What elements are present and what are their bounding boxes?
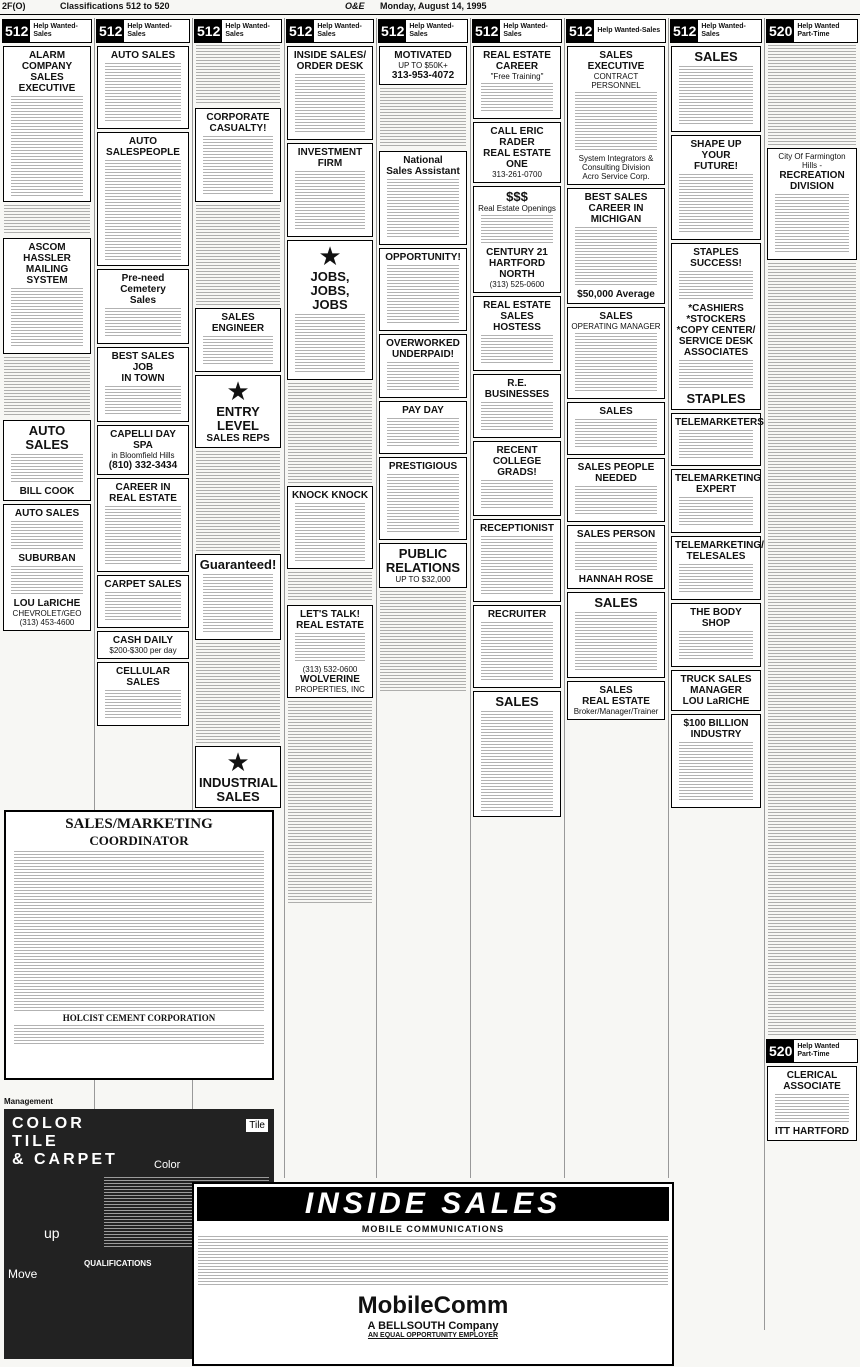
ad-sales-re: SALES REAL ESTATE Broker/Manager/Trainer: [567, 681, 665, 720]
ad-national: National Sales Assistant: [379, 151, 467, 245]
ad-sales-4: SALES: [567, 592, 665, 678]
ad-shape-up: SHAPE UP YOUR FUTURE!: [671, 135, 761, 240]
ad-eric-rader: CALL ERIC RADER REAL ESTATE ONE 313-261-0700: [473, 122, 561, 183]
management-section: Management COLOR TILE & CARPET Tile Color up Move QUALIFICATIONS: [0, 1097, 284, 1367]
column-8: [668, 18, 765, 1330]
ad-opportunity: OPPORTUNITY!: [379, 248, 467, 331]
column-6: [470, 18, 565, 1178]
ad-inside-sales: INSIDE SALES/ ORDER DESK: [287, 46, 373, 140]
ad-guaranteed: Guaranteed!: [195, 554, 281, 640]
ad-industry: $100 BILLION INDUSTRY: [671, 714, 761, 808]
ad-carpet: CARPET SALES: [97, 575, 189, 628]
ad-cash: CASH DAILY $200-$300 per day: [97, 631, 189, 659]
column-9: [764, 18, 860, 1330]
category-header: 512 Help Wanted-Sales: [2, 19, 92, 43]
ad-ops-manager: SALES OPERATING MANAGER: [567, 307, 665, 399]
ad-sales-2: SALES: [473, 691, 561, 817]
ad-staples-success: STAPLES SUCCESS! *CASHIERS *STOCKERS *COPY CENTER/ SERVICE DESK ASSOCIATES STAPLES: [671, 243, 761, 410]
ad-corporate: CORPORATE CASUALTY!: [195, 108, 281, 202]
ad-body-shop: THE BODY SHOP: [671, 603, 761, 667]
ad-hostess: REAL ESTATE SALES HOSTESS: [473, 296, 561, 371]
ad-sales-marketing-coordinator: SALES/MARKETING COORDINATOR HOLCIST CEMENT CORPORATION: [4, 810, 274, 1080]
category-header: 512 Help Wanted-Sales: [96, 19, 190, 43]
ad-cellular: CELLULAR SALES: [97, 662, 189, 726]
ad-knock: KNOCK KNOCK: [287, 486, 373, 569]
ad-public-relations: PUBLIC RELATIONS UP TO $32,000: [379, 543, 467, 588]
ad-obrien: R.E. BUSINESSES: [473, 374, 561, 438]
column-5: [376, 18, 471, 1178]
star-icon: ★: [226, 748, 250, 777]
ad-capelli: CAPELLI DAY SPA in Bloomfield Hills (810) 332-3434: [97, 425, 189, 475]
ad-autosales-3: AUTO SALES: [97, 46, 189, 129]
category-header-520-2: 520 Help Wanted Part-Time: [766, 1039, 858, 1063]
category-header: 512 Help Wanted-Sales: [566, 19, 666, 43]
ad-best-sales: BEST SALES JOB IN TOWN: [97, 347, 189, 422]
ad-recreation: City Of Farmington Hills - RECREATION DIVISION: [767, 148, 857, 260]
category-header: 512 Help Wanted-Sales: [378, 19, 468, 43]
ad-sales-engineer: SALES ENGINEER: [195, 308, 281, 372]
ad-telesales: TELEMARKETING/ TELESALES: [671, 536, 761, 600]
ad-sales-person: SALES PERSON HANNAH ROSE: [567, 525, 665, 589]
ad-preneed: Pre-need Cemetery Sales: [97, 269, 189, 344]
ad-sales-exec: SALES EXECUTIVE CONTRACT PERSONNEL System Integrators & Consulting Division Acro Service Corp.: [567, 46, 665, 185]
ad-clerical: CLERICAL ASSOCIATE ITT HARTFORD: [767, 1066, 857, 1141]
ad-sales-right: SALES: [671, 46, 761, 132]
column-4: [284, 18, 377, 1178]
ad-entry: ★ ENTRY LEVEL SALES REPS: [195, 375, 281, 448]
ad-recruiter: RECRUITER: [473, 605, 561, 688]
issue-date: Monday, August 14, 1995: [380, 1, 487, 11]
star-icon: ★: [318, 242, 342, 271]
ad-autosalespeople: AUTO SALESPEOPLE: [97, 132, 189, 266]
ad-telemarketers: TELEMARKETERS: [671, 413, 761, 466]
ad-investment: INVESTMENT FIRM: [287, 143, 373, 237]
category-header: 512 Help Wanted-Sales: [472, 19, 562, 43]
ad-jobs: ★ JOBS, JOBS, JOBS: [287, 240, 373, 380]
mobilecomm-logo: MobileComm: [357, 1292, 509, 1319]
ad-letstalk: LET'S TALK! REAL ESTATE (313) 532-0600 WOLVERINE PROPERTIES, INC: [287, 605, 373, 698]
page-header: [0, 0, 860, 15]
ad-sales-3: SALES: [567, 402, 665, 455]
paper-name: O&E: [345, 1, 365, 11]
ad-prestigious: PRESTIGIOUS: [379, 457, 467, 540]
ad-payday: PAY DAY: [379, 401, 467, 454]
ad-best-sales-mi: BEST SALES CAREER IN MICHIGAN $50,000 Average: [567, 188, 665, 304]
column-7: [564, 18, 669, 1178]
ad-truck: TRUCK SALES MANAGER LOU LaRICHE: [671, 670, 761, 711]
ad-mobilecomm: INSIDE SALES MOBILE COMMUNICATIONS MobileComm A BELLSOUTH Company AN EQUAL OPPORTUNITY EMPLOYER: [192, 1182, 674, 1366]
ad-recent-college: RECENT COLLEGE GRADS!: [473, 441, 561, 516]
section-title: Classifications 512 to 520: [60, 1, 170, 11]
star-icon: ★: [226, 377, 250, 406]
ad-sss: $$$ Real Estate Openings CENTURY 21 HARTFORD NORTH (313) 525-0600: [473, 186, 561, 293]
page-number: 2F(O): [2, 1, 26, 11]
ad-career-re: CAREER IN REAL ESTATE: [97, 478, 189, 572]
ad-ascom: ASCOM HASSLER MAILING SYSTEM: [3, 238, 91, 354]
ad-overworked: OVERWORKED UNDERPAID!: [379, 334, 467, 398]
ad-sales-people: SALES PEOPLE NEEDED: [567, 458, 665, 522]
category-header: 512 Help Wanted-Sales: [670, 19, 762, 43]
ad-industrial: ★ INDUSTRIAL SALES: [195, 746, 281, 808]
ad-receptionist: RECEPTIONIST: [473, 519, 561, 602]
category-header: 512 Help Wanted-Sales: [194, 19, 282, 43]
ad-alarm: ALARM COMPANY SALES EXECUTIVE: [3, 46, 91, 202]
ad-autosales-2: AUTO SALES SUBURBAN LOU LaRICHE CHEVROLET/GEO (313) 453-4600: [3, 504, 91, 631]
ad-telemarketing-expert: TELEMARKETING EXPERT: [671, 469, 761, 533]
ad-re-career: REAL ESTATE CAREER "Free Training": [473, 46, 561, 119]
ad-autosales: AUTO SALES BILL COOK: [3, 420, 91, 501]
ad-motivated: MOTIVATED UP TO $50K+ 313-953-4072: [379, 46, 467, 85]
category-header-520: 520 Help Wanted Part-Time: [766, 19, 858, 43]
category-header: 512 Help Wanted-Sales: [286, 19, 374, 43]
ad-color-tile: COLOR TILE & CARPET Tile Color up Move QUALIFICATIONS: [4, 1109, 274, 1359]
